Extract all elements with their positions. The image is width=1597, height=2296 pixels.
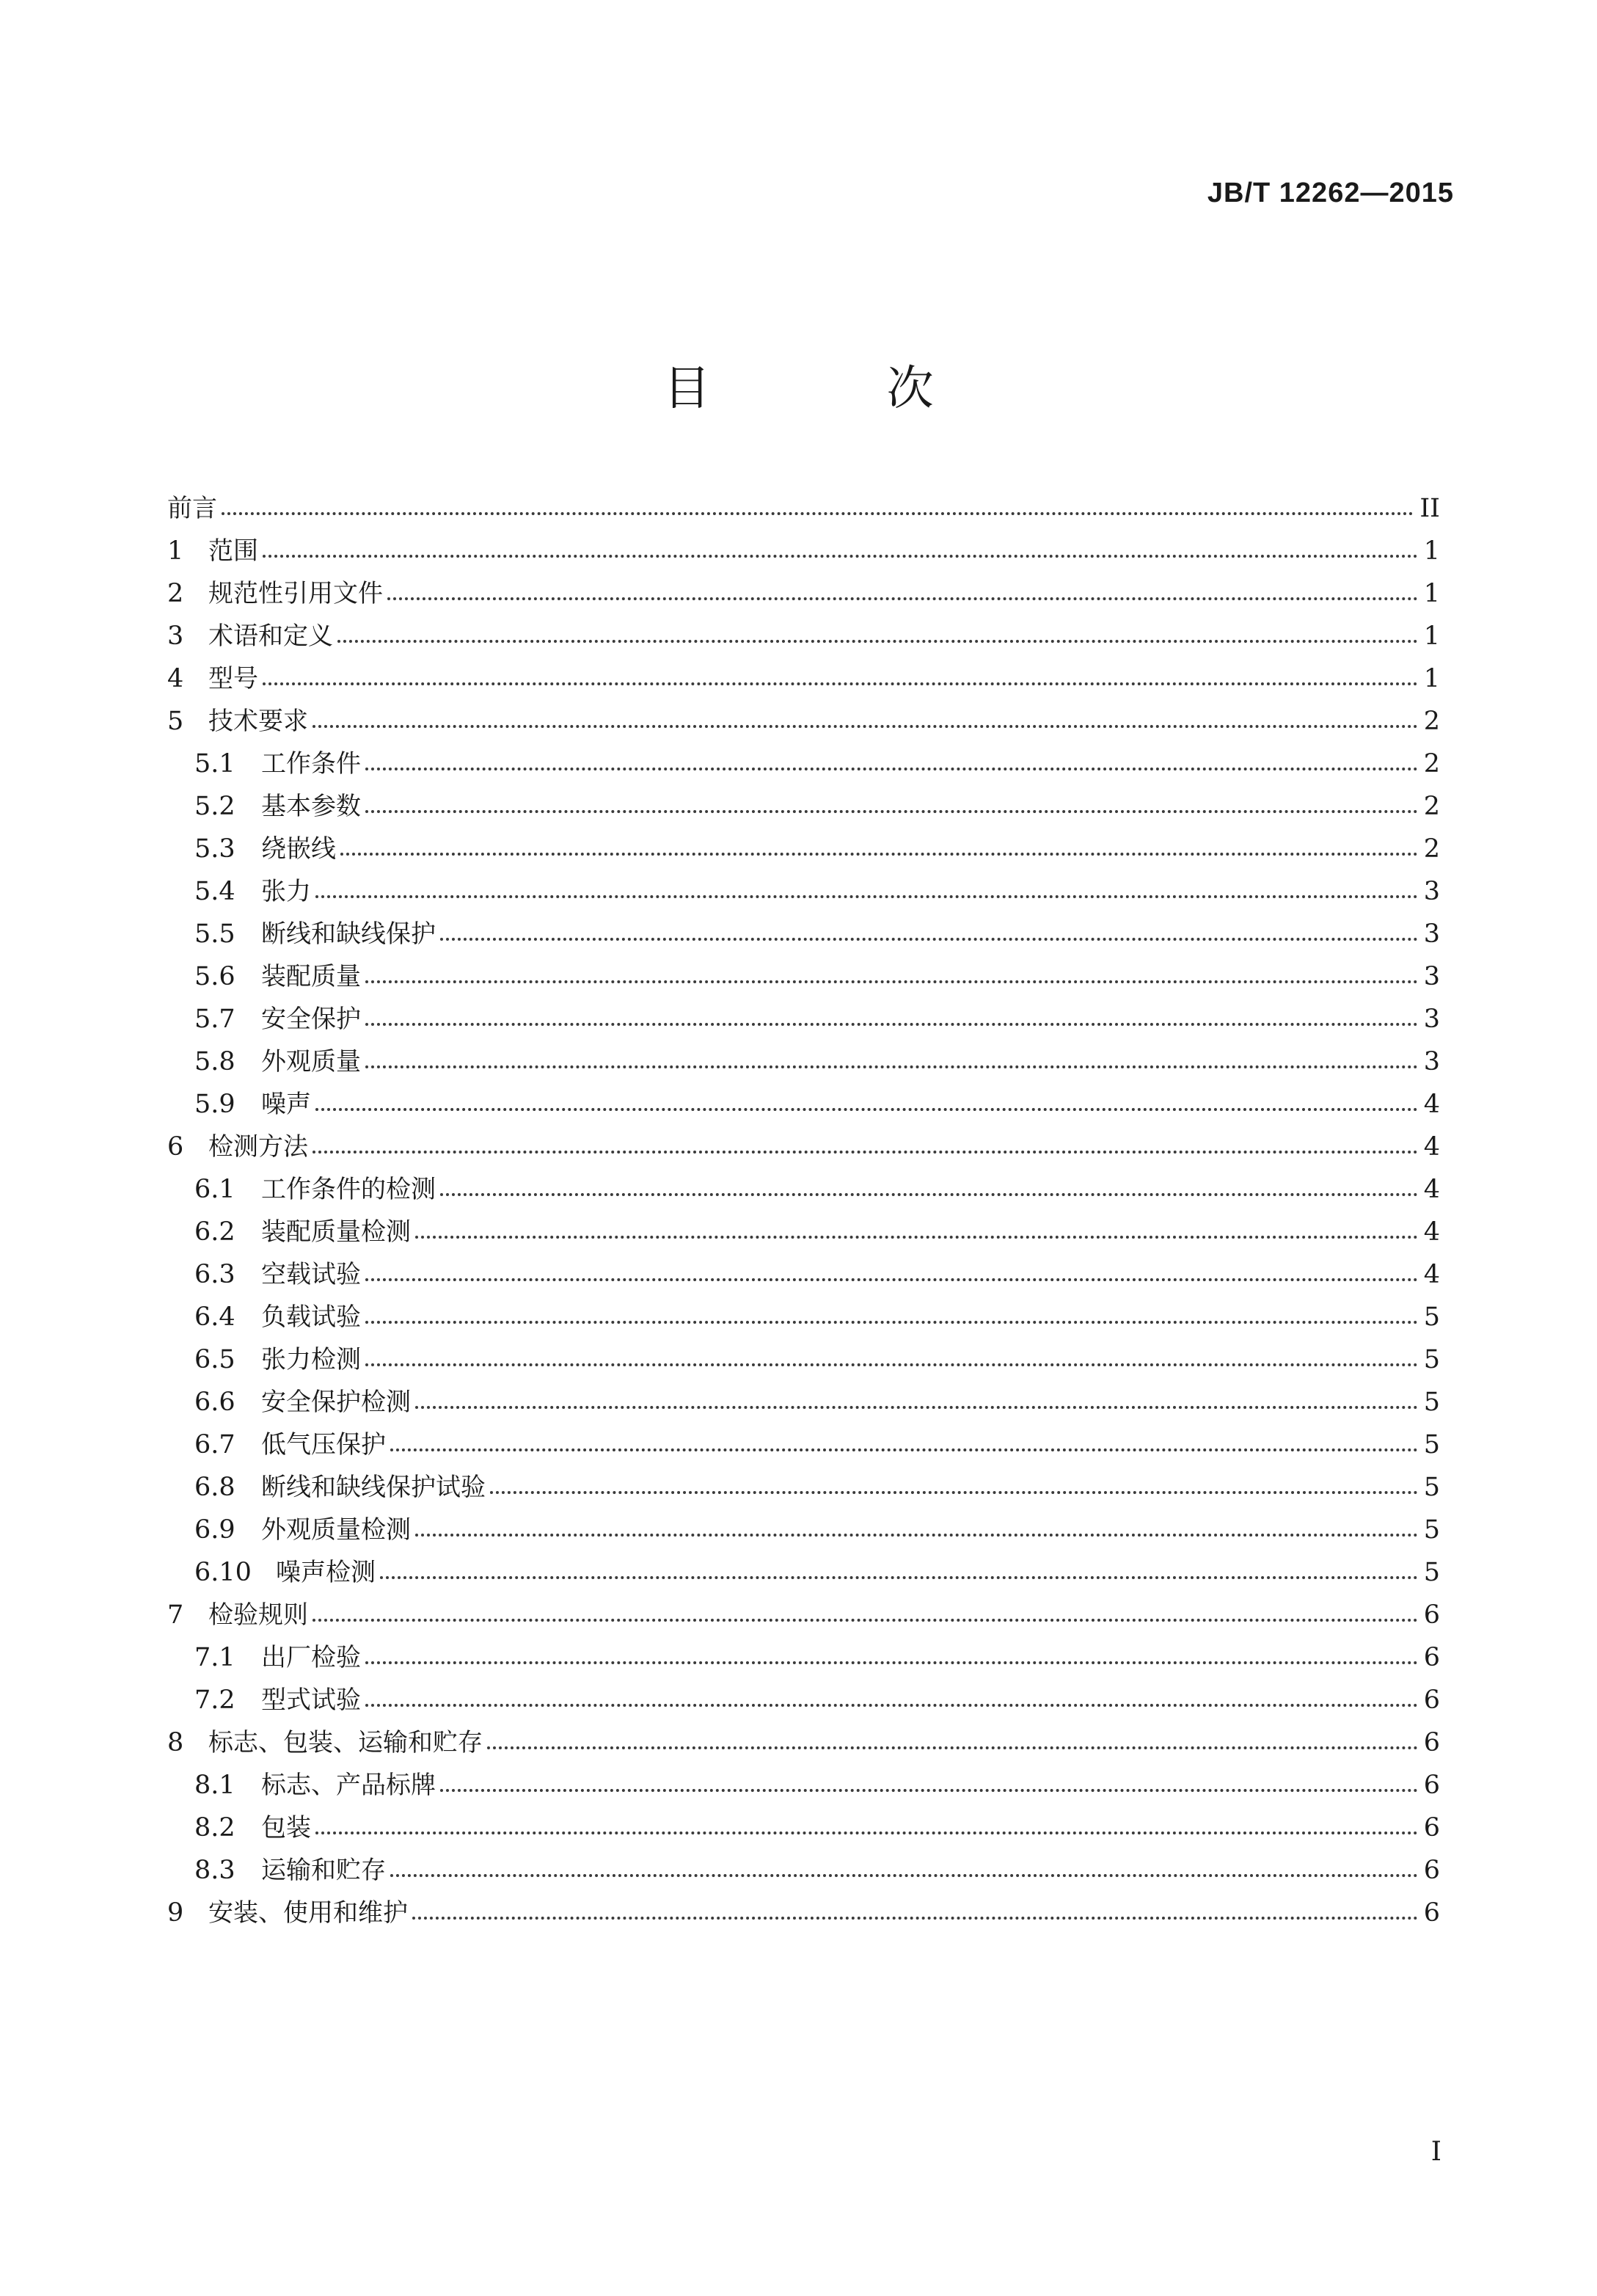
toc-entry-page: 4 [1423,1217,1440,1247]
toc-entry-number: 5.3 [194,834,235,864]
toc-entry-page: 5 [1423,1430,1440,1459]
toc-entry[interactable] [167,955,1440,998]
toc-entry[interactable] [167,1721,1440,1764]
toc-entry[interactable] [167,1338,1440,1381]
toc-entry-number: 5.4 [194,877,235,906]
toc-dot-leader [365,1278,1418,1281]
toc-entry-page: 5 [1423,1473,1440,1502]
toc-entry-page: 4 [1423,1175,1440,1204]
toc-entry-label: 噪声检测 [276,1558,376,1587]
toc-entry[interactable] [167,1211,1440,1253]
toc-entry[interactable] [167,1679,1440,1721]
toc-entry-page: 6 [1423,1600,1440,1630]
toc-entry-label: 范围 [208,536,258,566]
toc-dot-leader [340,853,1418,856]
toc-title: 目 次 [663,362,1015,416]
toc-entry-number: 1 [167,536,184,566]
toc-entry-page: 5 [1423,1345,1440,1374]
toc-entry-label: 绕嵌线 [261,834,336,864]
toc-entry[interactable] [167,1764,1440,1807]
toc-entry[interactable] [167,785,1440,828]
toc-entry-label: 外观质量 [261,1047,361,1076]
toc-entry-label: 空载试验 [261,1260,361,1289]
toc-entry-page: 3 [1423,962,1440,991]
toc-dot-leader [365,1321,1418,1324]
toc-entry-number: 5.5 [194,919,235,949]
toc-dot-leader [387,597,1418,600]
toc-dot-leader [365,768,1418,770]
toc-entry[interactable] [167,572,1440,615]
toc-entry-page: 3 [1423,1047,1440,1076]
toc-entry-label: 检验规则 [208,1600,308,1630]
toc-entry-label: 负载试验 [261,1302,361,1332]
toc-dot-leader [337,640,1418,643]
toc-entry-page: 3 [1423,877,1440,906]
toc-entry-number: 6.5 [194,1345,235,1374]
toc-entry-label: 型式试验 [261,1685,361,1715]
toc-entry-page: 1 [1423,622,1440,651]
toc-entry-page: 6 [1423,1771,1440,1800]
toc-entry-label: 出厂检验 [261,1643,361,1672]
toc-entry-number: 7.2 [194,1685,235,1715]
toc-entry[interactable] [167,913,1440,955]
toc-entry-page: 6 [1423,1685,1440,1715]
toc-entry-number: 5 [167,707,184,736]
toc-entry-label: 运输和贮存 [261,1856,386,1885]
toc-dot-leader [415,1534,1418,1537]
toc-entry-page: 1 [1423,664,1440,693]
toc-entry[interactable] [167,1892,1440,1934]
toc-entry-label: 标志、包装、运输和贮存 [208,1728,483,1757]
toc-entry[interactable] [167,743,1440,785]
toc-dot-leader [365,1065,1418,1068]
toc-entry[interactable] [167,1083,1440,1126]
toc-entry-number: 6.3 [194,1260,235,1289]
toc-dot-leader [315,1832,1418,1834]
toc-entry-page: 4 [1423,1132,1440,1162]
toc-entry-page: 4 [1423,1090,1440,1119]
toc-entry-number: 4 [167,664,184,693]
toc-entry[interactable] [167,870,1440,913]
toc-entry-label: 包装 [261,1813,311,1843]
toc-entry-number: 8.3 [194,1856,235,1885]
toc-entry-label: 工作条件 [261,749,361,779]
toc-entry-label: 术语和定义 [208,622,333,651]
toc-entry-number: 6.10 [194,1558,252,1587]
toc-entry-label: 装配质量 [261,962,361,991]
toc-dot-leader [313,1151,1418,1154]
toc-entry[interactable] [167,1509,1440,1551]
toc-entry-label: 低气压保护 [261,1430,386,1459]
toc-dot-leader [263,682,1418,685]
toc-dot-leader [365,1023,1418,1026]
toc-entry-number: 9 [167,1898,184,1928]
toc-entry-label: 标志、产品标牌 [261,1771,436,1800]
toc-entry-page: 5 [1423,1515,1440,1545]
toc-dot-leader [313,725,1418,728]
toc-entry-page: 3 [1423,919,1440,949]
toc-entry[interactable] [167,1296,1440,1338]
toc-entry-page: 5 [1423,1558,1440,1587]
toc-entry-page: 6 [1423,1813,1440,1843]
toc-entry[interactable] [167,657,1440,700]
toc-dot-leader [365,1704,1418,1707]
toc-entry-page: 6 [1423,1728,1440,1757]
toc-entry-number: 8.1 [194,1771,235,1800]
toc-entry-page: 2 [1423,707,1440,736]
toc-entry-number: 6.6 [194,1388,235,1417]
toc-entry-label: 安装、使用和维护 [208,1898,408,1928]
toc-entry[interactable] [167,1849,1440,1892]
toc-dot-leader [440,1789,1418,1792]
toc-entry-label: 张力检测 [261,1345,361,1374]
toc-entry-page: 6 [1423,1856,1440,1885]
toc-dot-leader [365,980,1418,983]
toc-entry-number: 6.9 [194,1515,235,1545]
toc-entry-label: 安全保护检测 [261,1388,411,1417]
toc-entry[interactable] [167,1041,1440,1083]
toc-entry-page: 1 [1423,579,1440,608]
toc-entry-number: 5.1 [194,749,235,779]
toc-entry-label: 基本参数 [261,792,361,821]
toc-entry[interactable] [167,1636,1440,1679]
toc-entry-label: 断线和缺线保护试验 [261,1473,486,1502]
toc-dot-leader [490,1491,1418,1494]
toc-dot-leader [487,1746,1418,1749]
toc-entry-label: 断线和缺线保护 [261,919,436,949]
toc-entry-page: 2 [1423,834,1440,864]
toc-dot-leader [365,810,1418,813]
toc-dot-leader [365,1661,1418,1664]
toc-entry-number: 7 [167,1600,184,1630]
toc-entry-page: 5 [1423,1302,1440,1332]
toc-entry-number: 6.4 [194,1302,235,1332]
toc-dot-leader [222,512,1414,515]
toc-entry-number: 8.2 [194,1813,235,1843]
toc-dot-leader [440,1193,1418,1196]
toc-entry-page: 2 [1423,792,1440,821]
toc-entry[interactable] [167,1126,1440,1168]
toc-entry[interactable] [167,1466,1440,1509]
toc-entry[interactable] [167,1594,1440,1636]
toc-entry-number: 6.2 [194,1217,235,1247]
toc-entry-number: 7.1 [194,1643,235,1672]
toc-dot-leader [390,1448,1418,1451]
toc-entry-label: 张力 [261,877,311,906]
table-of-contents [167,487,1440,1934]
toc-dot-leader [412,1917,1418,1920]
toc-entry-number: 6 [167,1132,184,1162]
toc-entry[interactable] [167,1807,1440,1849]
toc-dot-leader [380,1576,1418,1579]
toc-dot-leader [415,1406,1418,1409]
toc-entry-page: 1 [1423,536,1440,566]
toc-entry-number: 6.8 [194,1473,235,1502]
toc-entry-number: 5.6 [194,962,235,991]
toc-entry-number: 5.7 [194,1005,235,1034]
toc-entry-number: 3 [167,622,184,651]
toc-entry-page: 6 [1423,1643,1440,1672]
toc-entry[interactable] [167,487,1440,530]
toc-entry-page: 4 [1423,1260,1440,1289]
toc-entry-number: 5.2 [194,792,235,821]
toc-entry-page: 2 [1423,749,1440,779]
toc-dot-leader [440,938,1418,941]
toc-entry-number: 5.8 [194,1047,235,1076]
toc-entry[interactable] [167,1253,1440,1296]
toc-dot-leader [415,1236,1418,1239]
toc-dot-leader [315,895,1418,898]
toc-entry[interactable] [167,615,1440,657]
toc-entry[interactable] [167,530,1440,572]
toc-entry-number: 6.1 [194,1175,235,1204]
toc-entry-label: 安全保护 [261,1005,361,1034]
toc-entry-label: 技术要求 [208,707,308,736]
toc-entry-page: 3 [1423,1005,1440,1034]
standard-code: JB/T 12262—2015 [1207,178,1454,208]
toc-entry-label: 工作条件的检测 [261,1175,436,1204]
toc-entry-label: 检测方法 [208,1132,308,1162]
toc-entry[interactable] [167,1168,1440,1211]
toc-entry-page: 5 [1423,1388,1440,1417]
toc-entry-label: 型号 [208,664,258,693]
toc-entry[interactable] [167,1424,1440,1466]
page-number: I [1430,2137,1441,2167]
toc-dot-leader [365,1363,1418,1366]
toc-entry[interactable] [167,998,1440,1041]
toc-entry-page: II [1419,494,1440,523]
toc-entry[interactable] [167,828,1440,870]
toc-entry-number: 5.9 [194,1090,235,1119]
toc-dot-leader [390,1874,1418,1877]
toc-entry-page: 6 [1423,1898,1440,1928]
toc-entry-label: 噪声 [261,1090,311,1119]
toc-entry-label: 外观质量检测 [261,1515,411,1545]
toc-entry[interactable] [167,700,1440,743]
toc-entry-label: 装配质量检测 [261,1217,411,1247]
toc-entry-label: 前言 [167,494,217,523]
toc-entry[interactable] [167,1551,1440,1594]
toc-entry[interactable] [167,1381,1440,1424]
toc-entry-number: 6.7 [194,1430,235,1459]
toc-dot-leader [263,555,1418,558]
toc-dot-leader [315,1108,1418,1111]
toc-entry-number: 8 [167,1728,184,1757]
toc-entry-label: 规范性引用文件 [208,579,383,608]
toc-entry-number: 2 [167,579,184,608]
toc-dot-leader [313,1619,1418,1622]
